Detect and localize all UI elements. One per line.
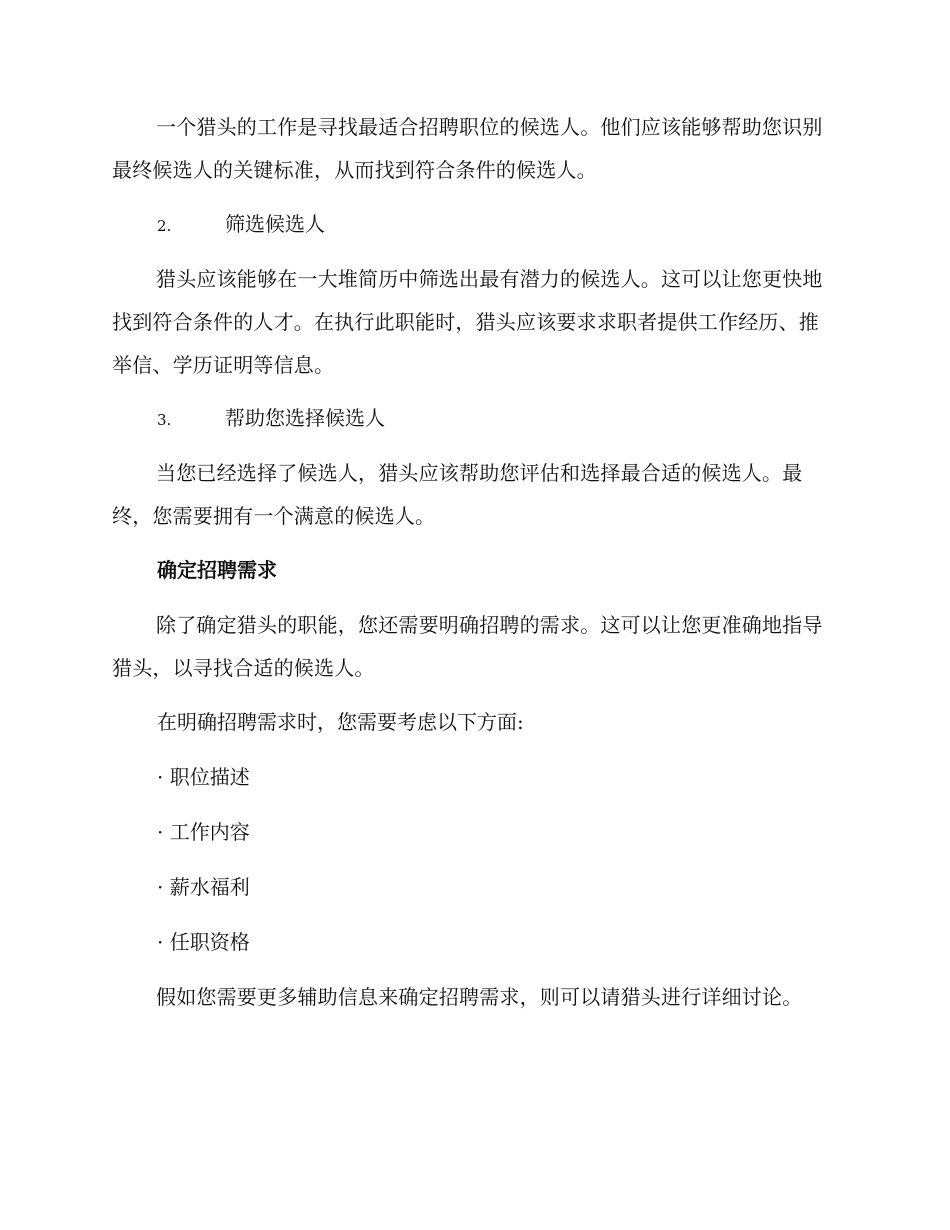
numbered-item-screen-candidates: [157, 209, 325, 241]
item-number: 2.: [157, 217, 172, 235]
numbered-item-help-choose: [157, 403, 385, 435]
paragraph-screen-resumes: 猎头应该能够在一大堆简历中筛选出最有潜力的候选人。这可以让您更快地找到符合条件的人才。在执行此职能时，猎头应该要求求职者提供工作经历、推举信、学历证明等信息。: [112, 267, 823, 377]
bullet-item: · 薪水福利: [157, 875, 250, 899]
item-number: 3.: [157, 411, 172, 429]
paragraph-evaluate-candidates: 当您已经选择了候选人，猎头应该帮助您评估和选择最合适的候选人。最终，您需要拥有一个满意的候选人。: [112, 461, 803, 528]
paragraph-consider-aspects: 在明确招聘需求时，您需要考虑以下方面:: [157, 710, 524, 734]
bullet-item: · 职位描述: [157, 765, 250, 789]
paragraph-headhunter-role: 一个猎头的工作是寻找最适合招聘职位的候选人。他们应该能够帮助您识别最终候选人的关键标准，从而找到符合条件的候选人。: [112, 115, 823, 182]
bullet-item: · 工作内容: [157, 820, 250, 844]
bullet-item: · 任职资格: [157, 930, 250, 954]
item-text: 筛选候选人: [225, 212, 325, 236]
paragraph-more-info: 假如您需要更多辅助信息来确定招聘需求，则可以请猎头进行详细讨论。: [156, 985, 803, 1009]
paragraph-hiring-needs: 除了确定猎头的职能，您还需要明确招聘的需求。这可以让您更准确地指导猎头，以寻找合适的候选人。: [112, 613, 823, 680]
section-heading: 确定招聘需求: [157, 558, 277, 582]
item-text: 帮助您选择候选人: [225, 406, 385, 430]
